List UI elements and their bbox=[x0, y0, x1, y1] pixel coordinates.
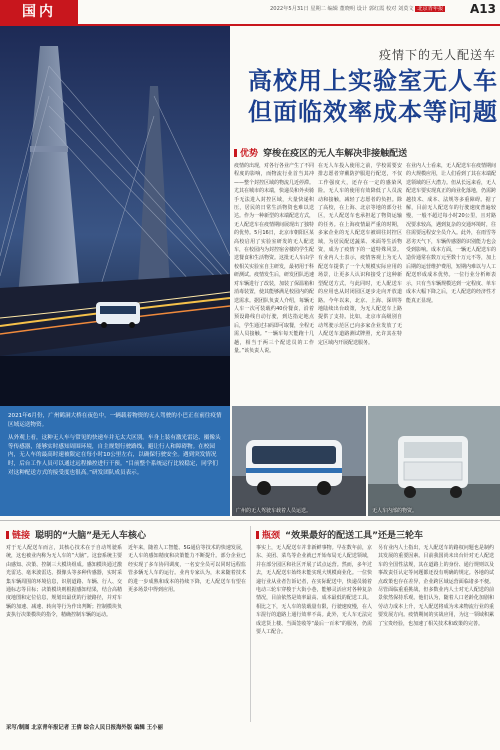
author-credit: 采写/制图 北京青年报记者 王倩 综合人民日报海外版 编辑 王小丽 bbox=[6, 725, 163, 731]
section3-column-b: 另有业内人士指出，无人配送车的路权问题也是制约其发展的重要因素。目前我国尚未出台针对无人配送车的全国性法规，其在道路上的身份、通行规则以及事故责任认定等问题都还没有明确的规定。各地的试点政策也存在差异，企业跨区域运营面临诸多不便。尽管面临重重挑战，但多数业内人士对无人配送的前景依然保持乐观。他们认为，随着人口老龄化加剧和劳动力成本上升，无人配送将成为未来物流行业的重要发展方向。疫情期间的实战应用，为这一领域积累了宝贵经验，也加速了相关技术和政策的完善。 bbox=[378, 545, 494, 627]
section1-tag: 优势 bbox=[234, 149, 258, 159]
headline-kicker: 疫情下的无人配送车 bbox=[378, 48, 496, 62]
section2-title: 聪明的“大脑”是无人车核心 bbox=[35, 531, 146, 541]
section2-subhead bbox=[6, 528, 146, 541]
headline-line-1: 高校用上实验室无人车 bbox=[248, 67, 498, 95]
section3-subhead bbox=[256, 528, 423, 541]
section3-column-a: 事实上，无人配送车并非新鲜事物。早在数年前，京东、美团、菜鸟等企业就已开始布局无人配送领域，并在部分园区和社区开展了试点运营。然而，多年过去，无人配送车始终未能实现大规模商业化。一位快递行业从业者告诉记者，在实际配送中，快递员骑着电动三轮车穿梭于大街小巷，能够灵活应对各种复杂情况，目前依然是效率最高、成本最低的配送工具。相比之下，无人车的装载量有限，行驶速度慢，在人车混行的道路上通行效率不高。此外，无人车无法完成送货上楼、当面签收等“最后一百米”的服务，仍需要人工配合。 bbox=[256, 545, 372, 636]
bus-photo-caption: 广州的无人驾驶车载着人员运送。 bbox=[236, 508, 312, 514]
date-text: 2022年5月31日 星期二 编辑 董晓明 设计 郭红霞 校对 刘莫文 bbox=[270, 6, 414, 12]
hero-photo-bridge bbox=[0, 26, 230, 406]
section1-column-c: 在业内人士看来，无人配送车在疫情期间的大规模应用，让人们看到了其在末端配送领域的巨大潜力。但从长远来看，无人配送车要实现真正的商业化落地，仍需跨越技术、成本、法规等多重障碍。据了解，目前无人配送车的行驶速度普遍较慢，一般不超过每小时20公里，且对路况要求较高，遇到复杂的交通环境时，往往需要远程安全员介入。此外，在雨雪等恶劣天气下，车辆传感器的识别能力也会受到影响。成本方面，一辆无人配送车的造价通常在数万元至数十万元不等，加上后期的运营维护费用，短期内难以与人工配送形成成本优势。一位行业分析师表示，只有当车辆规模达到一定程度、单车成本大幅下降之后，无人配送的经济性才能真正显现。 bbox=[406, 163, 496, 304]
section3-title: “效果最好的配送工具”还是三轮车 bbox=[285, 531, 423, 541]
hero-caption: 2021年6月份，广州鹤洞大桥在夜色中，一辆载着物资的无人驾驶的小巴正在前往疫情区域运送物资。 bbox=[8, 413, 222, 428]
section2-tag: 链接 bbox=[6, 531, 30, 541]
section2-column-a: 对于无人配送车而言，其核心技术在于自动驾驶系统，这也被业内称为无人车的“大脑”。这套系统主要由感知、决策、控制三大模块组成。感知模块通过激光雷达、毫米波雷达、摄像头等多种传感器，实时采集车辆周围的环境信息，识别道路、车辆、行人、交通标志等目标；决策模块则根据感知结果，结合高精度地图和定位信息，规划出最优的行驶路径，并对车辆的加速、减速、转向等行为作出判断；控制模块负责执行决策模块的指令，精确控制车辆的运动。 bbox=[6, 545, 122, 619]
section1-subhead bbox=[234, 146, 407, 159]
page-number: A13 bbox=[470, 2, 496, 16]
bridge-illustration bbox=[0, 26, 230, 406]
section-title: 国内 bbox=[0, 0, 78, 24]
section2-column-b: 近年来，随着人工智能、5G通信等技术的快速发展，无人车的感知精度和决策能力不断提升。部分企业已经实现了多车协同调度，一名安全员可以同时远程监管多辆无人车的运行。业内专家认为，未来随着技术的进一步成熟和成本的持续下降，无人配送车有望在更多场景中得到应用。 bbox=[128, 545, 246, 594]
main-caption: 从外观上看，这种无人车与常见的快递车并无太大区别。车身上装有激光雷达、摄像头等传感器，能够实时感知周围环境，自主规划行驶路线，避让行人和障碍物。在校园内，无人车的最高时速被限定在每小时10公里左右，以确保行驶安全。遇到突发情况时，后台工作人员可以通过远程操控进行干预。“目前整个系统运行比较稳定，同学们对这种配送方式的接受度也很高。”研发团队成员表示。 bbox=[8, 435, 221, 476]
masthead bbox=[0, 0, 500, 24]
robot-illustration bbox=[368, 406, 500, 516]
bus-photo bbox=[232, 406, 366, 516]
section1-column-b: 在无人车投入使用之前，学校需要安排志愿者穿戴防护服进行配送，不仅工作强度大，还存在一定的感染风险。无人车的使用有效降低了人员流动和接触，减轻了志愿者的负担。除了高校，在上海、北京等地的部分社区，无人配送车也承担起了物资运输的任务。在上海疫情最严重的时期，多家企业的无人配送车被调往封控区域，为居民配送蔬菜、米面等生活物资，成为了疫情下的一道特殊风景。有业内人士表示，疫情客观上为无人配送车提供了一个大规模实际应用的场景，让更多人认识和接受了这种新型配送方式。与此同时，无人配送车的应用也从封闭园区逐步走向开放道路。今年以来，北京、上海、深圳等地陆续出台政策，为无人配送车上路提供了支持。比如，北京市高级别自动驾驶示范区已向多家企业发放了无人配送车道路测试牌照，允许其在特定区域内开展配送服务。 bbox=[318, 163, 402, 346]
section1-column-a: 疫情的出现，对各行各业产生了不同程度的影响，而物流行业首当其冲——整个封控区域的物流几近停滞。尤其在城市的末端，快递员和外卖骑手无法进入封控区域，大量快递积压，居民的日常生活物资也难以送达。作为一种新型的末端配送方式，无人配送车在疫情期间展现出了独特的优势。5月16日，北京市朝阳区某高校启用了实验室研发的无人配送车，在校园内为封控宿舍楼的学生配送餐食和生活物资。这批无人车由学校相关实验室自主研发，最初用于科研测试。疫情发生后，研发团队迅速对车辆进行了改装，加装了保温箱和消毒装置，使其能够满足校园内的配送需求。据团队负责人介绍，每辆无人车一次可装载约40份餐食，沿着预设路线自动行驶，到达指定地点后，学生通过扫码即可取餐，全程无需人员接触。“一辆车每天能跑十几趟，相当于两三个配送员的工作量。”该负责人说。 bbox=[234, 163, 314, 354]
headline-line-2: 但面临效率成本等问题 bbox=[248, 98, 498, 126]
robot-photo-caption: 无人车内部的物资。 bbox=[372, 508, 418, 514]
photo-caption-box bbox=[0, 406, 230, 516]
robot-photo bbox=[368, 406, 500, 516]
section3-tag: 瓶颈 bbox=[256, 531, 280, 541]
section1-title: 穿梭在疫区的无人车解决非接触配送 bbox=[263, 149, 408, 159]
date-line bbox=[270, 5, 462, 13]
newspaper-badge: 北京青年报 bbox=[417, 6, 444, 12]
bus-illustration bbox=[232, 406, 366, 516]
vertical-divider bbox=[250, 526, 251, 722]
horizontal-divider bbox=[0, 520, 500, 521]
